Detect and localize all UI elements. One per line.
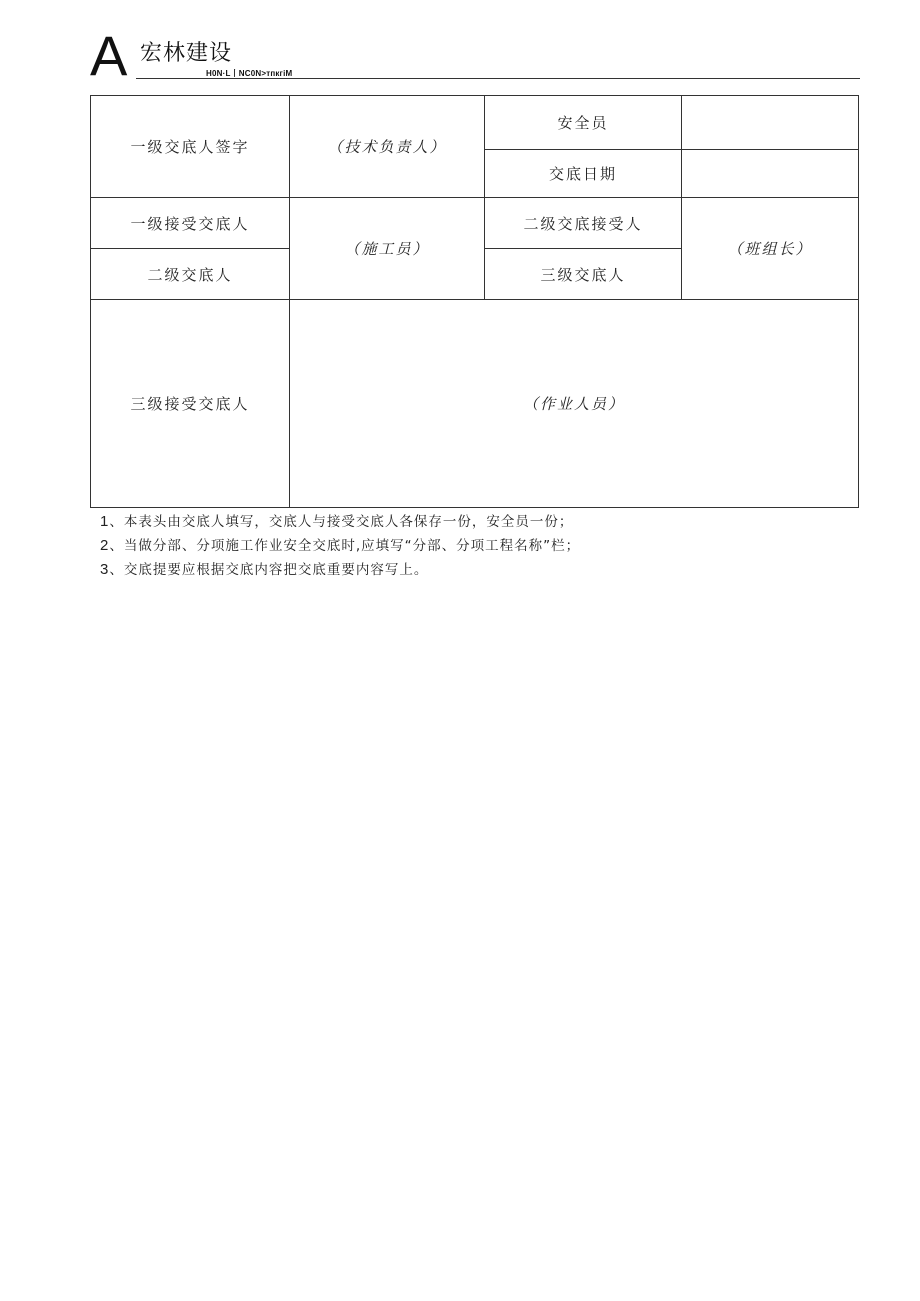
document-header [90,24,860,87]
safety-briefing-table [90,95,859,508]
safety-officer-field[interactable] [682,96,859,150]
safety-officer-label: 安全员 [485,96,682,150]
third-level-receiver-label: 三级接受交底人 [91,300,290,508]
footnotes [100,510,580,582]
company-name-cn: 宏林建设 [140,41,233,66]
construction-worker-hint[interactable]: （施工员） [290,198,485,300]
first-level-receiver-label: 一级接受交底人 [91,198,290,249]
briefing-date-label: 交底日期 [485,150,682,198]
team-leader-hint[interactable]: （班组长） [682,198,859,300]
company-logo: A [90,24,128,87]
header-divider [136,78,860,79]
third-level-briefer-label: 三级交底人 [485,249,682,300]
technical-lead-hint[interactable]: （技术负责人） [290,96,485,198]
footnote-item: 1、本表头由交底人填写，交底人与接受交底人各保存一份，安全员一份； [100,513,574,530]
briefing-date-field[interactable] [682,150,859,198]
second-level-receiver-label: 二级交底接受人 [485,198,682,249]
footnote-item: 3、交底提要应根据交底内容把交底重要内容写上。 [100,561,429,578]
second-level-briefer-label: 二级交底人 [91,249,290,300]
workers-hint[interactable]: （作业人员） [290,300,859,508]
company-name-en: H0N·L丨NC0N>тпкгiM [206,69,293,78]
footnote-item: 2、当做分部、分项施工作业安全交底时,应填写“分部、分项工程名称”栏； [100,537,581,554]
first-level-briefer-sign-label: 一级交底人签字 [91,96,290,198]
